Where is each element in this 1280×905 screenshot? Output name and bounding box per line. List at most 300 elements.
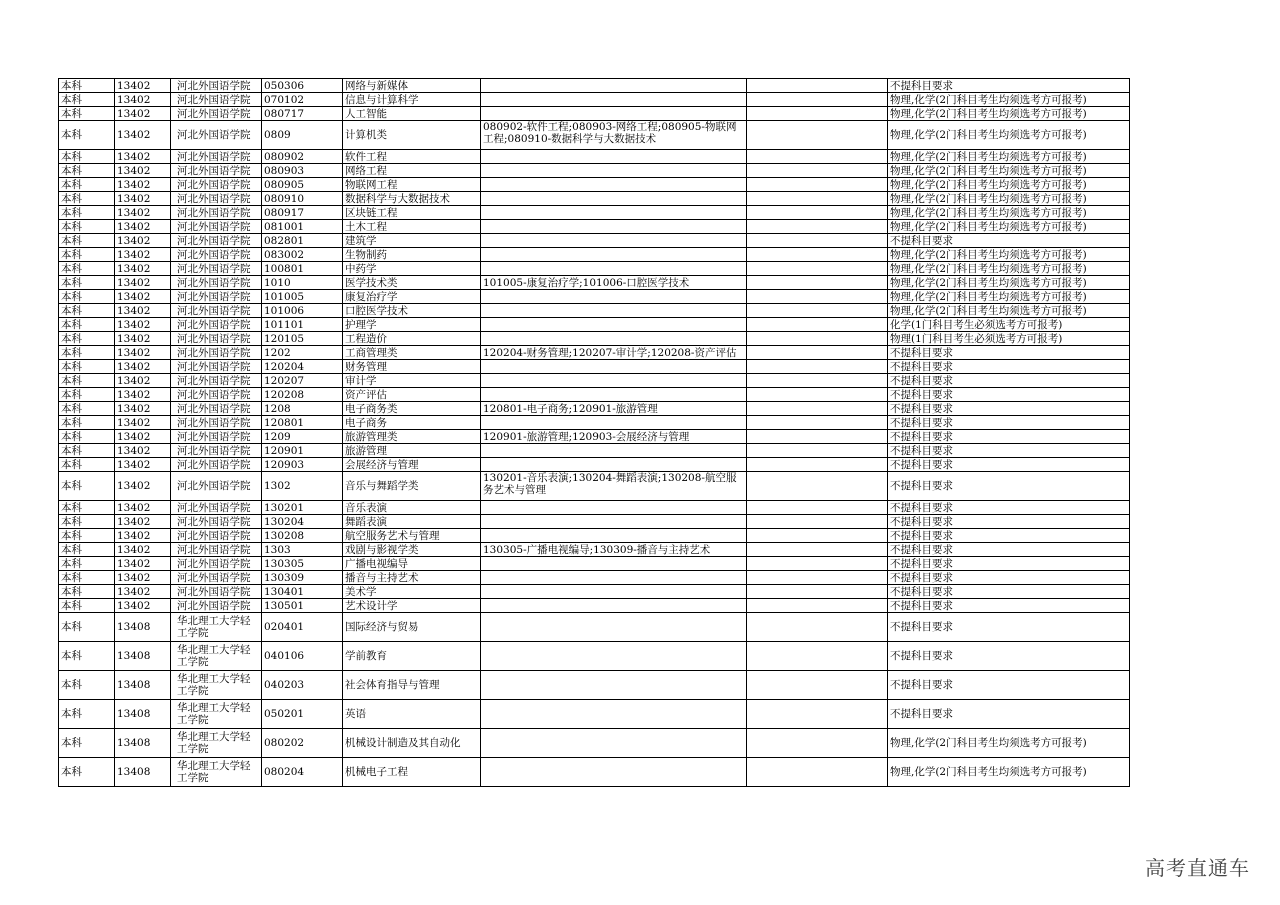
school-name-cell: 河北外国语学院	[171, 234, 262, 248]
major-name-cell: 舞蹈表演	[343, 515, 481, 529]
level-cell: 本科	[59, 290, 115, 304]
included-majors-cell: 130305-广播电视编导;130309-播音与主持艺术	[481, 543, 747, 557]
notes-cell	[747, 318, 888, 332]
table-row	[59, 416, 1130, 430]
major-name-cell: 财务管理	[343, 360, 481, 374]
notes-cell	[747, 543, 888, 557]
notes-cell	[747, 332, 888, 346]
school-code-cell: 13402	[115, 262, 171, 276]
school-name-cell: 河北外国语学院	[171, 430, 262, 444]
table-row	[59, 571, 1130, 585]
included-majors-cell	[481, 388, 747, 402]
subject-requirement-cell: 不提科目要求	[888, 346, 1130, 360]
major-code-cell: 101005	[262, 290, 343, 304]
included-majors-cell	[481, 416, 747, 430]
level-cell: 本科	[59, 248, 115, 262]
major-code-cell: 120801	[262, 416, 343, 430]
school-code-cell: 13402	[115, 360, 171, 374]
subject-requirement-cell: 物理,化学(2门科目考生均须选考方可报考)	[888, 220, 1130, 234]
school-name-cell: 华北理工大学轻工学院	[171, 700, 262, 729]
school-name-cell: 河北外国语学院	[171, 374, 262, 388]
included-majors-cell: 120204-财务管理;120207-审计学;120208-资产评估	[481, 346, 747, 360]
table-row	[59, 206, 1130, 220]
subject-requirement-cell: 物理,化学(2门科目考生均须选考方可报考)	[888, 758, 1130, 787]
table-row	[59, 388, 1130, 402]
notes-cell	[747, 164, 888, 178]
school-code-cell: 13402	[115, 164, 171, 178]
notes-cell	[747, 729, 888, 758]
major-name-cell: 美术学	[343, 585, 481, 599]
level-cell: 本科	[59, 585, 115, 599]
notes-cell	[747, 178, 888, 192]
major-code-cell: 120901	[262, 444, 343, 458]
notes-cell	[747, 444, 888, 458]
subject-requirement-cell: 物理,化学(2门科目考生均须选考方可报考)	[888, 164, 1130, 178]
included-majors-cell	[481, 332, 747, 346]
level-cell: 本科	[59, 178, 115, 192]
major-name-cell: 网络与新媒体	[343, 79, 481, 93]
major-code-cell: 130501	[262, 599, 343, 613]
level-cell: 本科	[59, 164, 115, 178]
school-code-cell: 13402	[115, 571, 171, 585]
level-cell: 本科	[59, 642, 115, 671]
level-cell: 本科	[59, 729, 115, 758]
level-cell: 本科	[59, 234, 115, 248]
level-cell: 本科	[59, 430, 115, 444]
notes-cell	[747, 360, 888, 374]
level-cell: 本科	[59, 758, 115, 787]
subject-requirement-cell: 物理,化学(2门科目考生均须选考方可报考)	[888, 178, 1130, 192]
school-code-cell: 13402	[115, 543, 171, 557]
level-cell: 本科	[59, 402, 115, 416]
table-row	[59, 700, 1130, 729]
included-majors-cell	[481, 150, 747, 164]
included-majors-cell	[481, 178, 747, 192]
major-code-cell: 080917	[262, 206, 343, 220]
school-name-cell: 河北外国语学院	[171, 557, 262, 571]
school-code-cell: 13402	[115, 416, 171, 430]
table-row	[59, 262, 1130, 276]
table-row	[59, 501, 1130, 515]
school-code-cell: 13402	[115, 304, 171, 318]
table-row	[59, 346, 1130, 360]
notes-cell	[747, 515, 888, 529]
major-code-cell: 1010	[262, 276, 343, 290]
school-name-cell: 河北外国语学院	[171, 388, 262, 402]
level-cell: 本科	[59, 304, 115, 318]
notes-cell	[747, 585, 888, 599]
school-code-cell: 13402	[115, 206, 171, 220]
school-name-cell: 河北外国语学院	[171, 220, 262, 234]
school-code-cell: 13408	[115, 671, 171, 700]
major-name-cell: 广播电视编导	[343, 557, 481, 571]
table-row	[59, 543, 1130, 557]
school-name-cell: 河北外国语学院	[171, 501, 262, 515]
school-name-cell: 河北外国语学院	[171, 290, 262, 304]
notes-cell	[747, 529, 888, 543]
major-name-cell: 计算机类	[343, 121, 481, 150]
major-name-cell: 旅游管理类	[343, 430, 481, 444]
level-cell: 本科	[59, 557, 115, 571]
included-majors-cell: 101005-康复治疗学;101006-口腔医学技术	[481, 276, 747, 290]
major-code-cell: 1209	[262, 430, 343, 444]
major-name-cell: 审计学	[343, 374, 481, 388]
school-code-cell: 13408	[115, 758, 171, 787]
subject-requirement-cell: 物理,化学(2门科目考生均须选考方可报考)	[888, 107, 1130, 121]
major-code-cell: 040203	[262, 671, 343, 700]
subject-requirement-cell: 不提科目要求	[888, 402, 1130, 416]
major-code-cell: 080905	[262, 178, 343, 192]
school-code-cell: 13402	[115, 529, 171, 543]
level-cell: 本科	[59, 444, 115, 458]
subject-requirement-cell: 物理(1门科目考生必须选考方可报考)	[888, 332, 1130, 346]
subject-requirement-cell: 物理,化学(2门科目考生均须选考方可报考)	[888, 121, 1130, 150]
major-code-cell: 080903	[262, 164, 343, 178]
notes-cell	[747, 121, 888, 150]
level-cell: 本科	[59, 515, 115, 529]
school-name-cell: 华北理工大学轻工学院	[171, 613, 262, 642]
table-row	[59, 729, 1130, 758]
table-row	[59, 599, 1130, 613]
school-name-cell: 河北外国语学院	[171, 206, 262, 220]
school-code-cell: 13402	[115, 93, 171, 107]
subject-requirement-cell: 不提科目要求	[888, 571, 1130, 585]
school-code-cell: 13402	[115, 388, 171, 402]
major-code-cell: 050306	[262, 79, 343, 93]
table-row	[59, 515, 1130, 529]
major-code-cell: 130309	[262, 571, 343, 585]
included-majors-cell	[481, 234, 747, 248]
major-name-cell: 工程造价	[343, 332, 481, 346]
table-row	[59, 360, 1130, 374]
table-row	[59, 121, 1130, 150]
major-code-cell: 083002	[262, 248, 343, 262]
school-name-cell: 河北外国语学院	[171, 346, 262, 360]
subject-requirement-cell: 物理,化学(2门科目考生均须选考方可报考)	[888, 248, 1130, 262]
school-code-cell: 13402	[115, 402, 171, 416]
major-code-cell: 130204	[262, 515, 343, 529]
table-row	[59, 332, 1130, 346]
notes-cell	[747, 501, 888, 515]
table-row	[59, 557, 1130, 571]
table-row	[59, 472, 1130, 501]
table-row	[59, 164, 1130, 178]
major-name-cell: 医学技术类	[343, 276, 481, 290]
major-code-cell: 0809	[262, 121, 343, 150]
table-row	[59, 192, 1130, 206]
subject-requirement-cell: 物理,化学(2门科目考生均须选考方可报考)	[888, 150, 1130, 164]
included-majors-cell	[481, 220, 747, 234]
major-name-cell: 网络工程	[343, 164, 481, 178]
included-majors-cell: 130201-音乐表演;130204-舞蹈表演;130208-航空服务艺术与管理	[481, 472, 747, 501]
subject-requirement-cell: 物理,化学(2门科目考生均须选考方可报考)	[888, 304, 1130, 318]
school-code-cell: 13402	[115, 79, 171, 93]
subject-requirement-cell: 不提科目要求	[888, 515, 1130, 529]
school-name-cell: 河北外国语学院	[171, 79, 262, 93]
table-row	[59, 430, 1130, 444]
major-name-cell: 资产评估	[343, 388, 481, 402]
included-majors-cell	[481, 93, 747, 107]
major-code-cell: 130305	[262, 557, 343, 571]
table-row	[59, 671, 1130, 700]
table-row	[59, 402, 1130, 416]
table-row	[59, 458, 1130, 472]
school-code-cell: 13408	[115, 729, 171, 758]
included-majors-cell	[481, 557, 747, 571]
table-row	[59, 613, 1130, 642]
table-row	[59, 758, 1130, 787]
major-name-cell: 播音与主持艺术	[343, 571, 481, 585]
notes-cell	[747, 248, 888, 262]
school-code-cell: 13402	[115, 234, 171, 248]
included-majors-cell	[481, 529, 747, 543]
notes-cell	[747, 430, 888, 444]
included-majors-cell	[481, 290, 747, 304]
major-code-cell: 120903	[262, 458, 343, 472]
included-majors-cell	[481, 758, 747, 787]
level-cell: 本科	[59, 416, 115, 430]
notes-cell	[747, 107, 888, 121]
major-code-cell: 082801	[262, 234, 343, 248]
major-name-cell: 物联网工程	[343, 178, 481, 192]
school-name-cell: 河北外国语学院	[171, 178, 262, 192]
level-cell: 本科	[59, 360, 115, 374]
school-code-cell: 13408	[115, 613, 171, 642]
table-row	[59, 220, 1130, 234]
school-name-cell: 华北理工大学轻工学院	[171, 642, 262, 671]
major-name-cell: 戏剧与影视学类	[343, 543, 481, 557]
subject-requirement-cell: 不提科目要求	[888, 642, 1130, 671]
level-cell: 本科	[59, 79, 115, 93]
notes-cell	[747, 402, 888, 416]
school-code-cell: 13402	[115, 150, 171, 164]
level-cell: 本科	[59, 613, 115, 642]
school-name-cell: 河北外国语学院	[171, 402, 262, 416]
level-cell: 本科	[59, 93, 115, 107]
watermark: 高考直通车	[1145, 856, 1250, 880]
school-code-cell: 13402	[115, 318, 171, 332]
notes-cell	[747, 388, 888, 402]
subject-requirement-cell: 物理,化学(2门科目考生均须选考方可报考)	[888, 192, 1130, 206]
subject-requirement-cell: 不提科目要求	[888, 557, 1130, 571]
notes-cell	[747, 276, 888, 290]
major-name-cell: 电子商务类	[343, 402, 481, 416]
major-name-cell: 英语	[343, 700, 481, 729]
school-name-cell: 河北外国语学院	[171, 585, 262, 599]
school-name-cell: 河北外国语学院	[171, 472, 262, 501]
school-name-cell: 河北外国语学院	[171, 543, 262, 557]
major-code-cell: 101006	[262, 304, 343, 318]
notes-cell	[747, 290, 888, 304]
table-row	[59, 276, 1130, 290]
notes-cell	[747, 220, 888, 234]
subject-requirement-cell: 物理,化学(2门科目考生均须选考方可报考)	[888, 206, 1130, 220]
school-name-cell: 河北外国语学院	[171, 248, 262, 262]
included-majors-cell	[481, 79, 747, 93]
level-cell: 本科	[59, 318, 115, 332]
notes-cell	[747, 571, 888, 585]
subject-requirement-cell: 不提科目要求	[888, 458, 1130, 472]
included-majors-cell	[481, 729, 747, 758]
major-code-cell: 100801	[262, 262, 343, 276]
school-name-cell: 华北理工大学轻工学院	[171, 729, 262, 758]
subject-requirement-cell: 不提科目要求	[888, 79, 1130, 93]
school-code-cell: 13402	[115, 346, 171, 360]
table-row	[59, 444, 1130, 458]
major-name-cell: 机械设计制造及其自动化	[343, 729, 481, 758]
level-cell: 本科	[59, 107, 115, 121]
school-name-cell: 河北外国语学院	[171, 164, 262, 178]
level-cell: 本科	[59, 501, 115, 515]
major-code-cell: 130208	[262, 529, 343, 543]
major-name-cell: 土木工程	[343, 220, 481, 234]
included-majors-cell	[481, 304, 747, 318]
notes-cell	[747, 557, 888, 571]
included-majors-cell	[481, 444, 747, 458]
school-code-cell: 13402	[115, 178, 171, 192]
school-code-cell: 13408	[115, 700, 171, 729]
major-name-cell: 区块链工程	[343, 206, 481, 220]
table-row	[59, 642, 1130, 671]
major-name-cell: 旅游管理	[343, 444, 481, 458]
school-code-cell: 13402	[115, 515, 171, 529]
major-name-cell: 中药学	[343, 262, 481, 276]
included-majors-cell: 120901-旅游管理;120903-会展经济与管理	[481, 430, 747, 444]
level-cell: 本科	[59, 529, 115, 543]
major-name-cell: 机械电子工程	[343, 758, 481, 787]
level-cell: 本科	[59, 121, 115, 150]
major-name-cell: 建筑学	[343, 234, 481, 248]
major-name-cell: 信息与计算科学	[343, 93, 481, 107]
subject-requirement-cell: 不提科目要求	[888, 444, 1130, 458]
school-code-cell: 13402	[115, 220, 171, 234]
subject-requirement-cell: 物理,化学(2门科目考生均须选考方可报考)	[888, 93, 1130, 107]
included-majors-cell	[481, 599, 747, 613]
subject-requirement-cell: 不提科目要求	[888, 543, 1130, 557]
major-name-cell: 数据科学与大数据技术	[343, 192, 481, 206]
subject-requirement-cell: 不提科目要求	[888, 388, 1130, 402]
included-majors-cell	[481, 164, 747, 178]
table-row	[59, 318, 1130, 332]
notes-cell	[747, 599, 888, 613]
school-code-cell: 13402	[115, 290, 171, 304]
included-majors-cell	[481, 374, 747, 388]
major-code-cell: 050201	[262, 700, 343, 729]
school-code-cell: 13408	[115, 642, 171, 671]
level-cell: 本科	[59, 571, 115, 585]
school-code-cell: 13402	[115, 248, 171, 262]
school-name-cell: 河北外国语学院	[171, 304, 262, 318]
level-cell: 本科	[59, 192, 115, 206]
school-code-cell: 13402	[115, 501, 171, 515]
table-body	[59, 79, 1130, 787]
subject-requirement-cell: 不提科目要求	[888, 472, 1130, 501]
school-code-cell: 13402	[115, 374, 171, 388]
included-majors-cell	[481, 700, 747, 729]
included-majors-cell	[481, 585, 747, 599]
major-name-cell: 会展经济与管理	[343, 458, 481, 472]
subject-requirement-cell: 不提科目要求	[888, 416, 1130, 430]
level-cell: 本科	[59, 388, 115, 402]
major-name-cell: 音乐与舞蹈学类	[343, 472, 481, 501]
table-row	[59, 304, 1130, 318]
notes-cell	[747, 458, 888, 472]
subject-requirement-cell: 不提科目要求	[888, 700, 1130, 729]
level-cell: 本科	[59, 472, 115, 501]
notes-cell	[747, 206, 888, 220]
school-name-cell: 河北外国语学院	[171, 276, 262, 290]
major-name-cell: 康复治疗学	[343, 290, 481, 304]
table-row	[59, 585, 1130, 599]
school-code-cell: 13402	[115, 430, 171, 444]
school-name-cell: 河北外国语学院	[171, 599, 262, 613]
table-row	[59, 150, 1130, 164]
major-name-cell: 国际经济与贸易	[343, 613, 481, 642]
notes-cell	[747, 700, 888, 729]
major-code-cell: 120208	[262, 388, 343, 402]
major-code-cell: 1303	[262, 543, 343, 557]
major-name-cell: 工商管理类	[343, 346, 481, 360]
major-code-cell: 101101	[262, 318, 343, 332]
major-code-cell: 120105	[262, 332, 343, 346]
included-majors-cell	[481, 360, 747, 374]
notes-cell	[747, 642, 888, 671]
school-name-cell: 河北外国语学院	[171, 93, 262, 107]
level-cell: 本科	[59, 346, 115, 360]
school-code-cell: 13402	[115, 192, 171, 206]
included-majors-cell	[481, 613, 747, 642]
subject-requirement-cell: 物理,化学(2门科目考生均须选考方可报考)	[888, 276, 1130, 290]
school-code-cell: 13402	[115, 557, 171, 571]
notes-cell	[747, 192, 888, 206]
major-code-cell: 1202	[262, 346, 343, 360]
included-majors-cell	[481, 571, 747, 585]
subject-requirement-cell: 不提科目要求	[888, 501, 1130, 515]
major-code-cell: 081001	[262, 220, 343, 234]
school-code-cell: 13402	[115, 444, 171, 458]
included-majors-cell	[481, 248, 747, 262]
level-cell: 本科	[59, 150, 115, 164]
major-name-cell: 生物制药	[343, 248, 481, 262]
major-name-cell: 口腔医学技术	[343, 304, 481, 318]
table-row	[59, 79, 1130, 93]
subject-requirement-cell: 不提科目要求	[888, 671, 1130, 700]
school-name-cell: 华北理工大学轻工学院	[171, 671, 262, 700]
admission-table	[58, 78, 1130, 787]
notes-cell	[747, 416, 888, 430]
notes-cell	[747, 262, 888, 276]
school-name-cell: 河北外国语学院	[171, 416, 262, 430]
included-majors-cell	[481, 318, 747, 332]
subject-requirement-cell: 不提科目要求	[888, 529, 1130, 543]
subject-requirement-cell: 物理,化学(2门科目考生均须选考方可报考)	[888, 262, 1130, 276]
subject-requirement-cell: 物理,化学(2门科目考生均须选考方可报考)	[888, 290, 1130, 304]
major-name-cell: 人工智能	[343, 107, 481, 121]
included-majors-cell	[481, 192, 747, 206]
notes-cell	[747, 758, 888, 787]
school-name-cell: 河北外国语学院	[171, 458, 262, 472]
level-cell: 本科	[59, 332, 115, 346]
notes-cell	[747, 671, 888, 700]
major-code-cell: 1302	[262, 472, 343, 501]
major-name-cell: 艺术设计学	[343, 599, 481, 613]
school-code-cell: 13402	[115, 599, 171, 613]
school-code-cell: 13402	[115, 472, 171, 501]
notes-cell	[747, 346, 888, 360]
included-majors-cell	[481, 206, 747, 220]
subject-requirement-cell: 不提科目要求	[888, 360, 1130, 374]
school-name-cell: 河北外国语学院	[171, 192, 262, 206]
